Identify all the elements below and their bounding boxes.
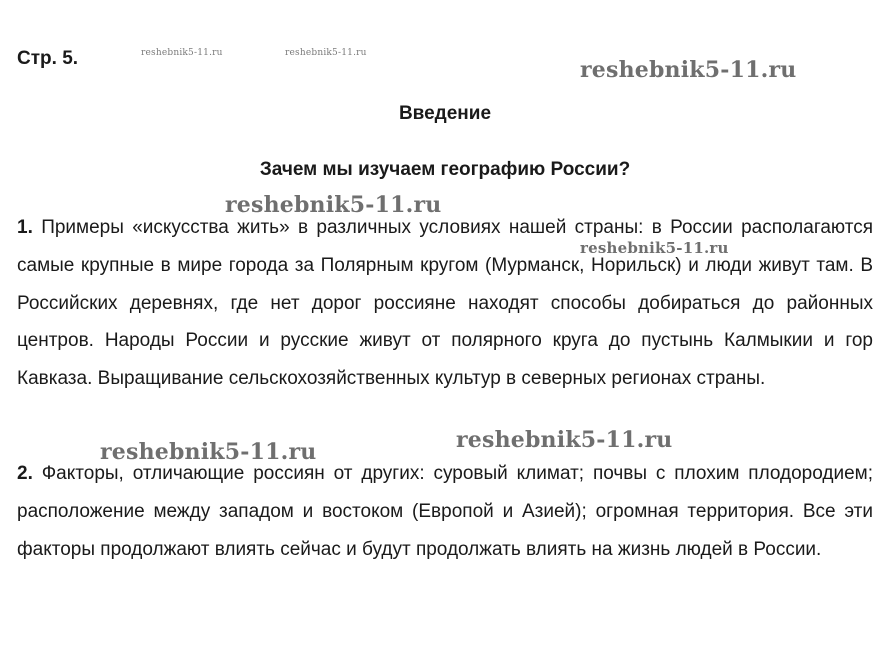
watermark-large-mid: reshebnik5-11.ru: [225, 192, 442, 218]
page-label: Стр. 5.: [17, 48, 79, 69]
watermark-medium: reshebnik5-11.ru: [580, 239, 729, 257]
watermark-large-top: reshebnik5-11.ru: [580, 57, 797, 83]
section-subheading: Зачем мы изучаем географию России?: [259, 159, 631, 180]
paragraph-2-text: Факторы, отличающие россиян от других: суровый климат; почвы с плохим плодородием; расположение между западом и востоком (Европой и Азией); огромная территория. Все эти факторы продолжают влиять сейчас и будут продолжать влиять на жизнь людей в России.: [17, 463, 873, 560]
paragraph-1-number: 1.: [17, 217, 33, 238]
watermark-small-2: reshebnik5-11.ru: [285, 48, 367, 58]
watermark-small-1: reshebnik5-11.ru: [141, 48, 223, 58]
paragraph-2: [17, 455, 873, 568]
section-heading: Введение: [398, 103, 492, 124]
watermark-large-left: reshebnik5-11.ru: [100, 439, 317, 465]
paragraph-1-text: Примеры «искусства жить» в различных условиях нашей страны: в России располагаются самые крупные в мире города за Полярным кругом (Мурманск, Норильск) и люди живут там. В Российских деревнях, где нет дорог россияне находят способы добираться до районных центров. Народы России и русские живут от полярного круга до пустынь Калмыкии и гор Кавказа. Выращивание сельскохозяйственных культур в северных регионах страны.: [17, 217, 874, 390]
paragraph-1: [17, 209, 873, 398]
paragraph-2-number: 2.: [17, 463, 33, 484]
watermark-large-right: reshebnik5-11.ru: [456, 427, 673, 453]
